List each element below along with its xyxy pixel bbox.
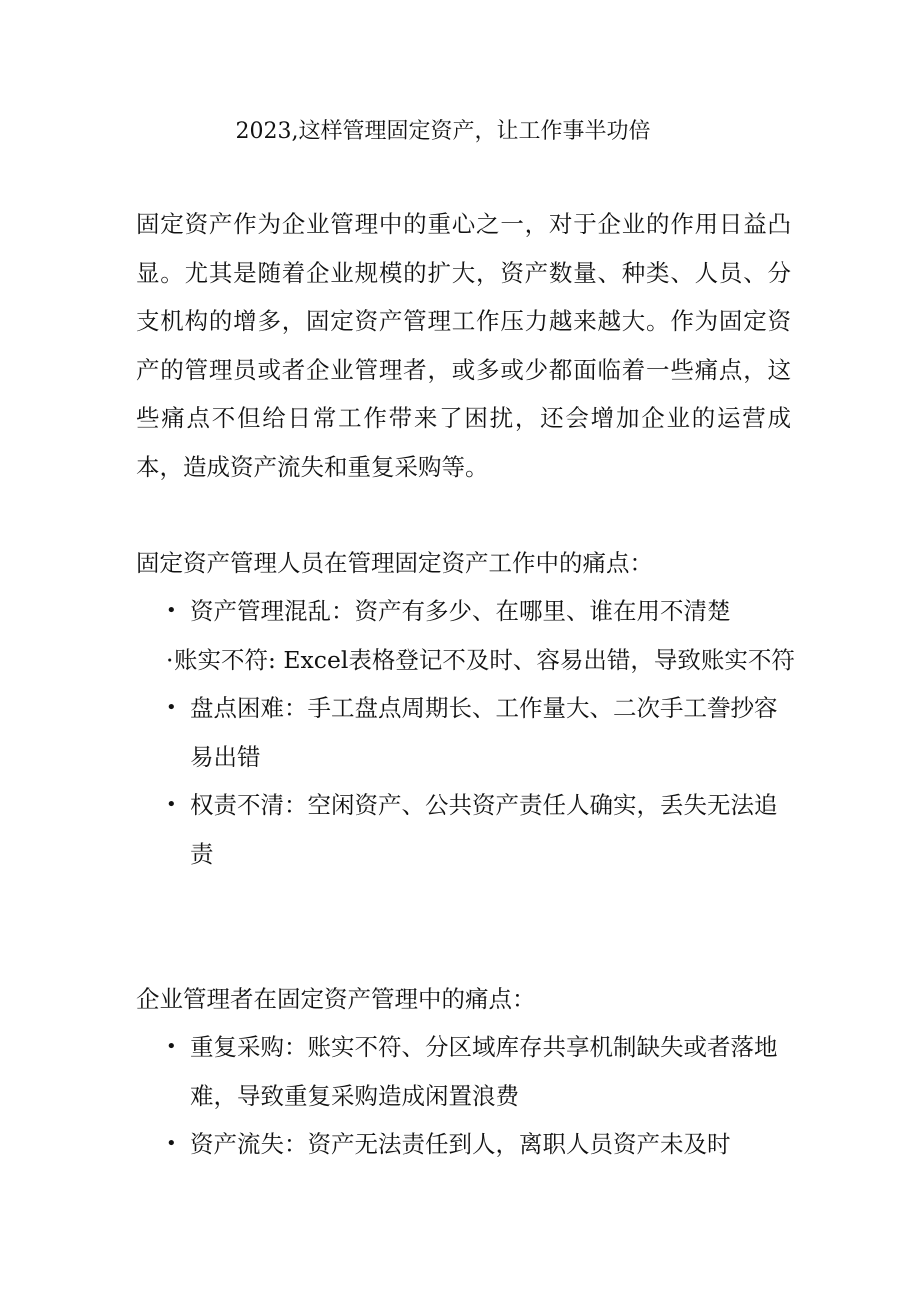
section-1-list (136, 587, 796, 879)
list-item (136, 1023, 796, 1120)
intro-paragraph: 固定资产作为企业管理中的重心之一，对于企业的作用日益凸显。尤其是随着企业规模的扩大，资产数量、种类、人员、分支机构的增多，固定资产管理工作压力越来越大。作为固定资产的管理员或者企业管理者，或多或少都面临着一些痛点，这些痛点不但给日常工作带来了困扰，还会增加企业的运营成本，造成资产流失和重复采购等。 (136, 210, 791, 481)
list-item (136, 781, 796, 878)
bullet-icon: • (166, 600, 177, 621)
list-item-text: 权责不清：空闲资产、公共资产责任人确实，丢失无法追责 (190, 791, 778, 868)
list-item (136, 684, 796, 781)
section-1-heading: 固定资产管理人员在管理固定资产工作中的痛点： (136, 549, 653, 577)
bullet-icon: • (166, 697, 177, 719)
list-item-text: 资产流失：资产无法责任到人，离职人员资产未及时 (190, 1130, 731, 1159)
list-item (136, 1120, 796, 1169)
bullet-icon: · (166, 645, 174, 674)
list-item-text: 资产管理混乱：资产有多少、在哪里、谁在用不清楚 (190, 597, 731, 625)
section-2-list (136, 1023, 796, 1169)
list-item-text: 盘点困难：手工盘点周期长、工作量大、二次手工誊抄容易出错 (190, 694, 778, 771)
bullet-icon: • (166, 794, 177, 816)
bullet-icon: • (166, 1133, 177, 1155)
list-item-text: 账实不符: Excel表格登记不及时、容易出错，导致账实不符 (174, 645, 795, 674)
list-item (136, 587, 796, 636)
list-item-text: 重复采购：账实不符、分区域库存共享机制缺失或者落地难，导致重复采购造成闲置浪费 (190, 1033, 778, 1110)
list-item (136, 636, 796, 685)
document-title: 2023,这样管理固定资产，让工作事半功倍 (235, 119, 651, 144)
section-2-heading: 企业管理者在固定资产管理中的痛点： (136, 985, 536, 1013)
bullet-icon: • (166, 1036, 177, 1057)
